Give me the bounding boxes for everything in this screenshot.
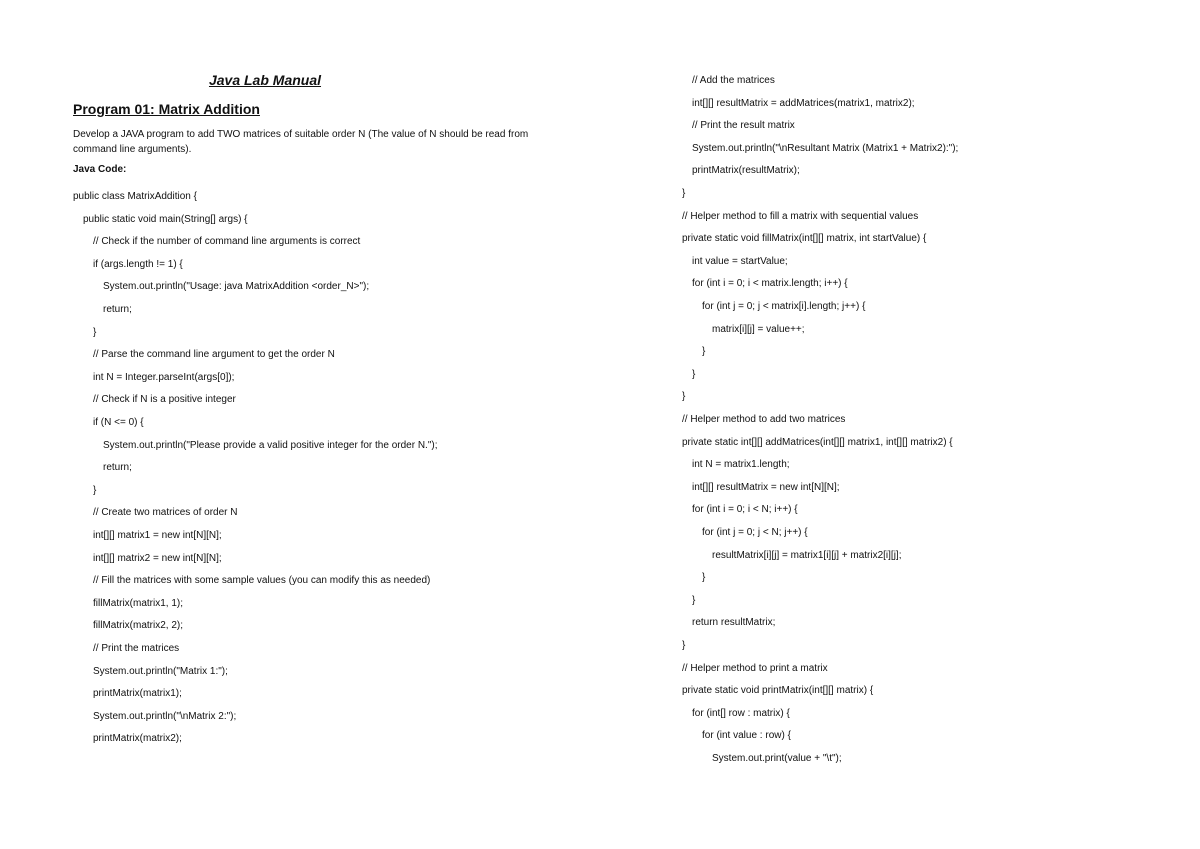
code-line: // Check if the number of command line arguments is correct (93, 236, 361, 248)
code-line: } (702, 346, 706, 358)
program-title: Program 01: Matrix Addition (73, 101, 260, 117)
code-line: System.out.println("Usage: java MatrixAddition <order_N>"); (103, 281, 370, 293)
code-line: private static void fillMatrix(int[][] matrix, int startValue) { (682, 233, 927, 245)
code-line: fillMatrix(matrix2, 2); (93, 620, 184, 632)
code-line: if (N <= 0) { (93, 417, 144, 428)
code-line: for (int j = 0; j < matrix[i].length; j++) { (702, 301, 866, 312)
code-line: int[][] resultMatrix = addMatrices(matrix1, matrix2); (692, 97, 915, 109)
code-line: int N = Integer.parseInt(args[0]); (93, 371, 235, 383)
code-label: Java Code: (73, 164, 127, 175)
code-line: private static int[][] addMatrices(int[][] matrix1, int[][] matrix2) { (682, 436, 953, 448)
code-line: public class MatrixAddition { (73, 191, 197, 202)
code-line: System.out.println("\nMatrix 2:"); (93, 710, 237, 722)
code-line: System.out.print(value + "\t"); (712, 753, 842, 764)
code-line: System.out.println("Please provide a valid positive integer for the order N."); (103, 439, 438, 451)
code-line: printMatrix(matrix1); (93, 688, 182, 700)
code-line: System.out.println("\nResultant Matrix (Matrix1 + Matrix2):"); (692, 142, 959, 154)
program-description: Develop a JAVA program to add TWO matrices of suitable order N (The value of N should be read from command line arguments). (73, 129, 529, 155)
code-line: } (692, 368, 696, 380)
code-line: // Helper method to fill a matrix with sequential values (682, 210, 919, 222)
code-line: return; (103, 462, 132, 474)
code-line: return resultMatrix; (692, 617, 776, 629)
code-line: fillMatrix(matrix1, 1); (93, 597, 184, 609)
code-line: // Print the matrices (93, 643, 180, 654)
code-line: int[][] resultMatrix = new int[N][N]; (692, 481, 840, 493)
code-line: if (args.length != 1) { (93, 258, 183, 270)
code-line: // Parse the command line argument to get the order N (93, 349, 335, 361)
code-line: public static void main(String[] args) { (83, 213, 248, 225)
code-line: private static void printMatrix(int[][] matrix) { (682, 685, 874, 697)
code-line: int N = matrix1.length; (692, 459, 790, 471)
code-line: printMatrix(resultMatrix); (692, 165, 800, 177)
code-line: for (int value : row) { (702, 730, 791, 742)
code-line: // Print the result matrix (692, 120, 795, 132)
code-line: // Create two matrices of order N (93, 507, 238, 519)
code-line: // Check if N is a positive integer (93, 394, 236, 406)
code-line: int[][] matrix1 = new int[N][N]; (93, 530, 222, 541)
code-line: } (682, 188, 686, 199)
code-line: } (93, 484, 97, 496)
code-line: for (int[] row : matrix) { (692, 707, 790, 719)
code-line: matrix[i][j] = value++; (712, 323, 805, 335)
code-line: // Fill the matrices with some sample values (you can modify this as needed) (93, 575, 431, 587)
code-line: System.out.println("Matrix 1:"); (93, 665, 228, 677)
code-line: // Helper method to add two matrices (682, 414, 846, 425)
code-line: } (93, 326, 97, 338)
code-line: // Add the matrices (692, 75, 775, 86)
code-line: } (682, 391, 686, 403)
code-line: // Helper method to print a matrix (682, 662, 828, 674)
code-line: return; (103, 304, 132, 315)
code-line: resultMatrix[i][j] = matrix1[i][j] + matrix2[i][j]; (712, 549, 902, 561)
code-line: printMatrix(matrix2); (93, 733, 182, 745)
code-line: } (682, 640, 686, 651)
code-line: int value = startValue; (692, 255, 788, 267)
code-line: for (int j = 0; j < N; j++) { (702, 527, 808, 538)
manual-title: Java Lab Manual (208, 72, 322, 88)
code-line: } (702, 572, 706, 584)
code-line: int[][] matrix2 = new int[N][N]; (93, 552, 222, 564)
code-line: } (692, 594, 696, 606)
code-line: for (int i = 0; i < matrix.length; i++) { (692, 278, 848, 290)
code-line: for (int i = 0; i < N; i++) { (692, 504, 798, 516)
